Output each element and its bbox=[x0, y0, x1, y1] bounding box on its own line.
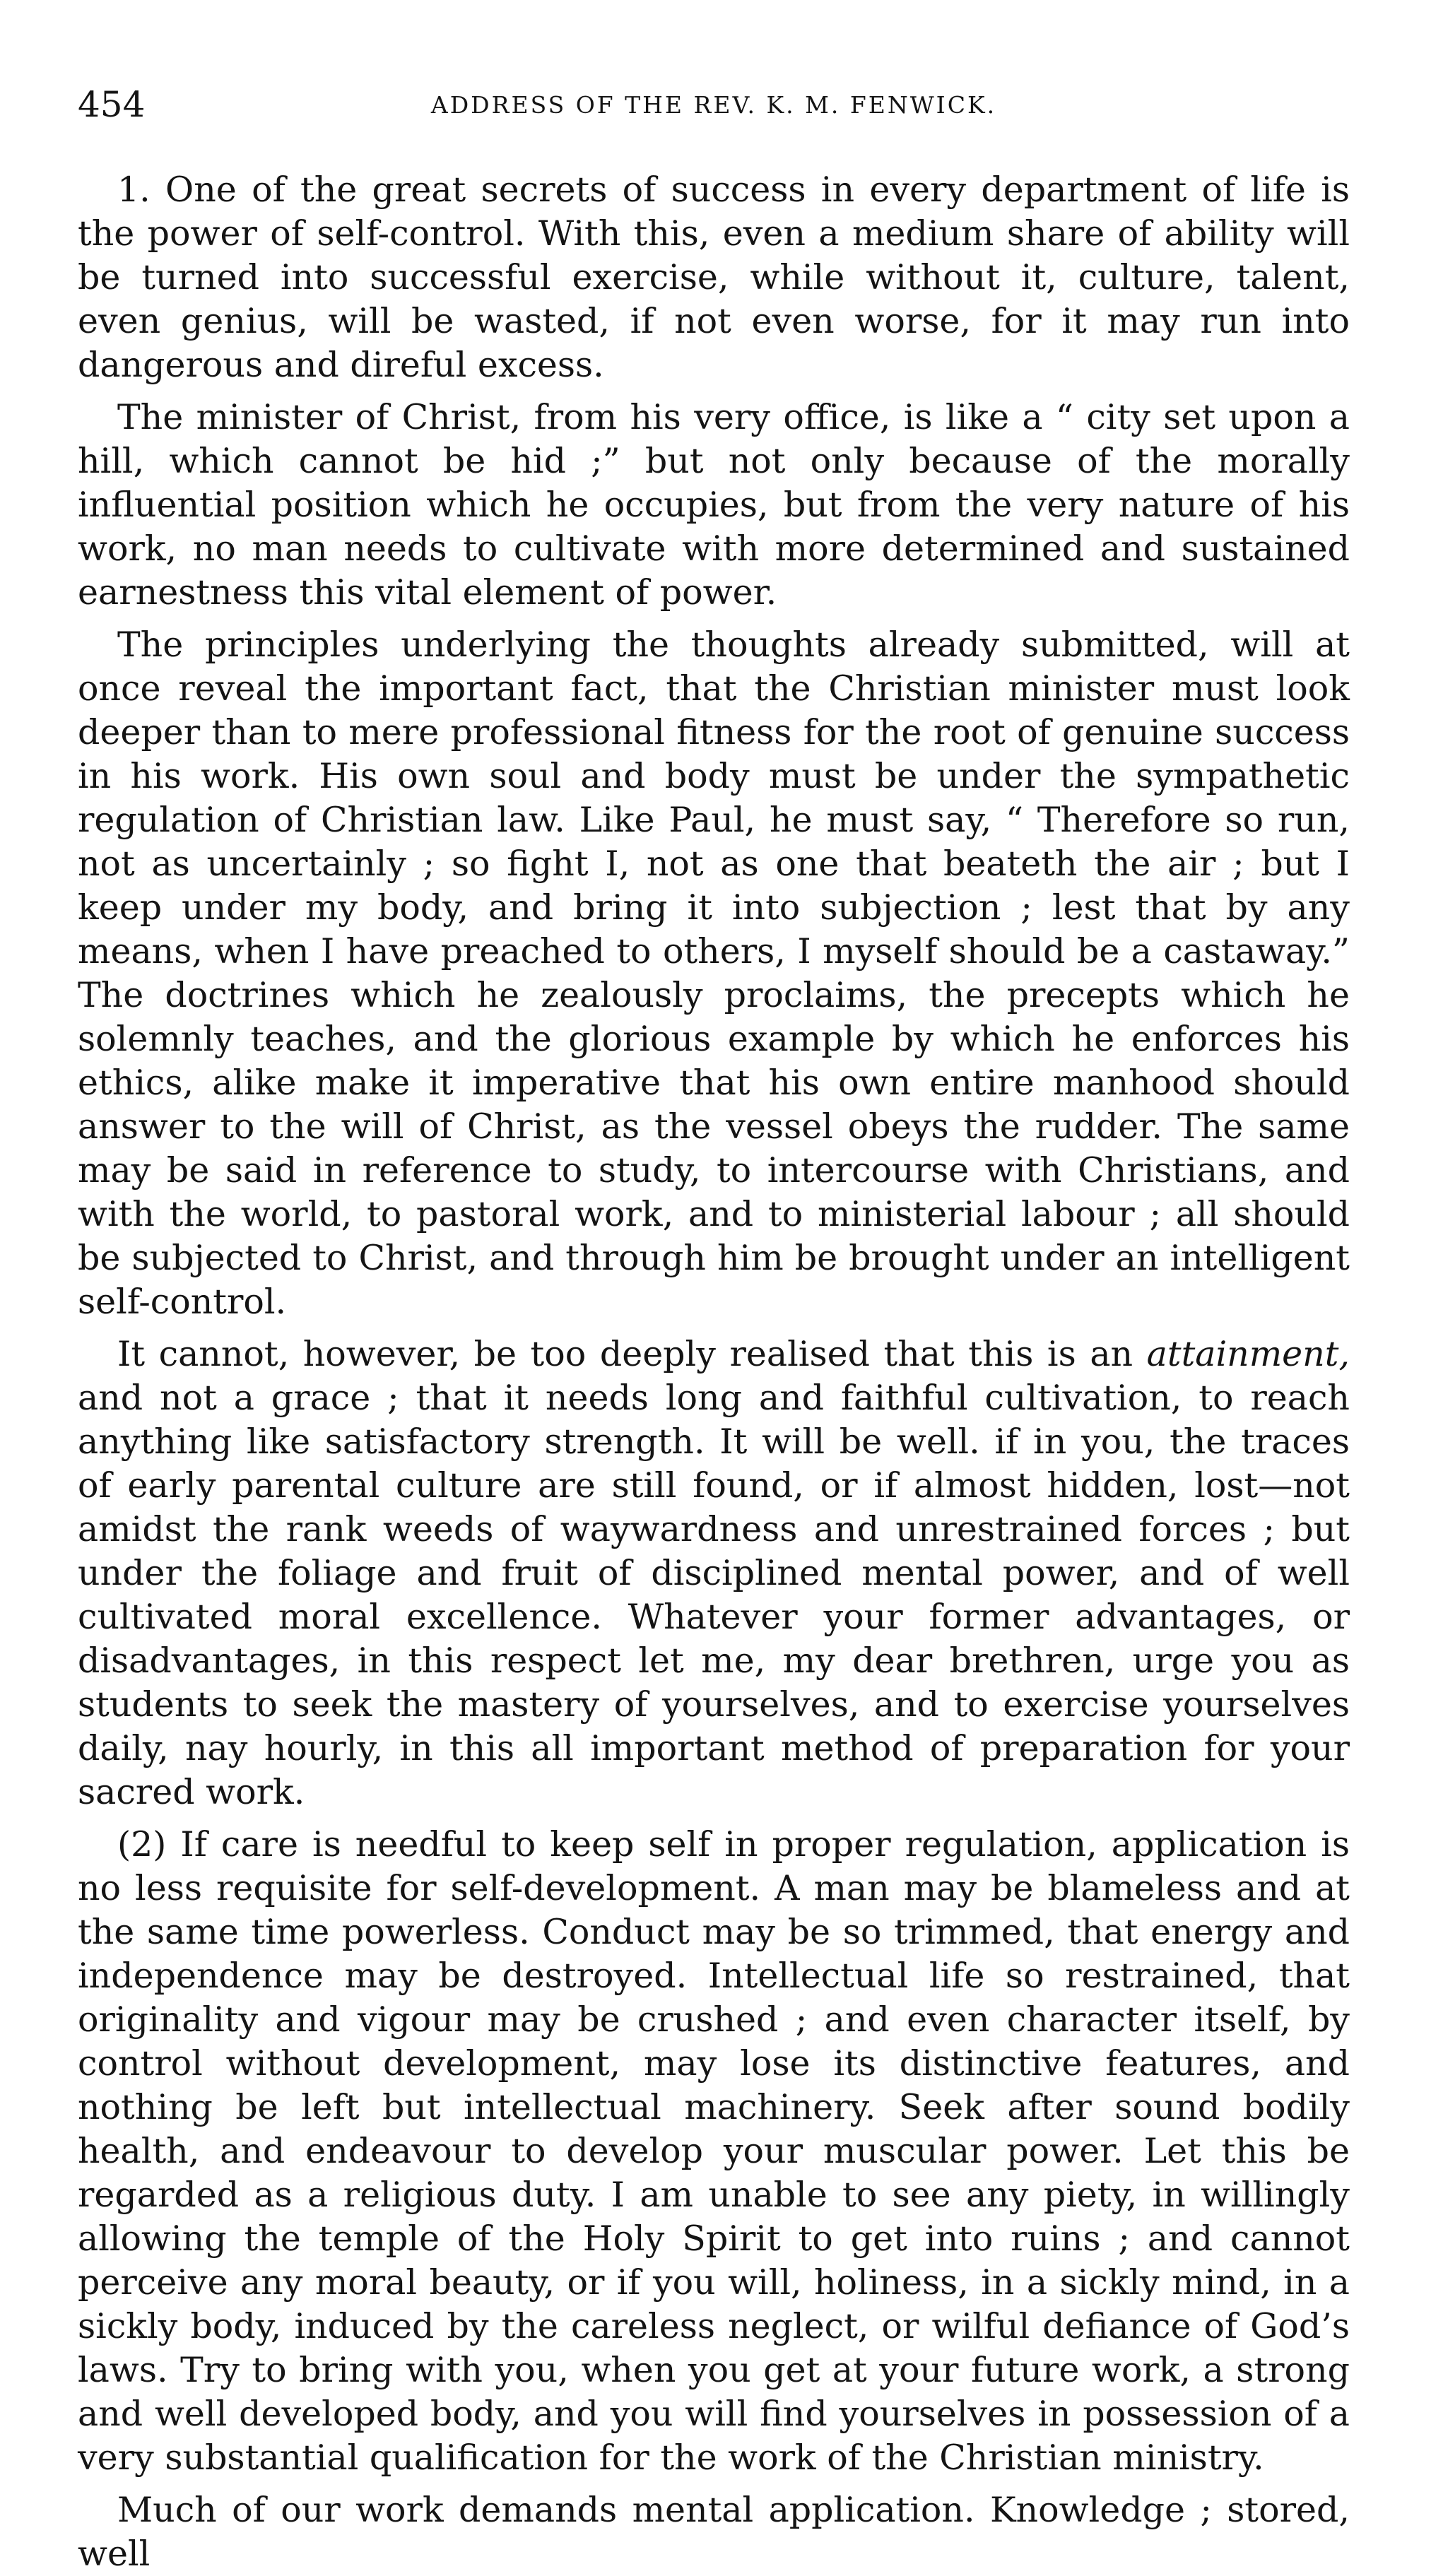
attainment-text-before: It cannot, however, be too deeply realised that this is an bbox=[117, 1334, 1147, 1374]
paragraph-attainment bbox=[78, 1333, 1350, 1814]
paragraph-minister-of-christ: The minister of Christ, from his very office, is like a “ city set upon a hill, which cannot be hid ;” but not only because of the morally influential position which he occupies, but from the very nature of his work, no man needs to cultivate with more determined and sustained earnestness this vital element of power. bbox=[78, 397, 1350, 613]
paragraph-self-development: (2) If care is needful to keep self in proper regulation, application is no less requisite for self-development. A man may be blameless and at the same time powerless. Conduct may be so trimmed, that energy and independence may be destroyed. Intellectual life so restrained, that originality and vigour may be crushed ; and even character itself, by control without development, may lose its distinctive features, and nothing be left but intellectual machinery. Seek after sound bodily health, and endeavour to develop your muscular power. Let this be regarded as a religious duty. I am unable to see any piety, in willingly allowing the temple of the Holy Spirit to get into ruins ; and cannot perceive any moral beauty, or if you will, holiness, in a sickly mind, in a sickly body, induced by the careless neglect, or wilful defiance of God’s laws. Try to bring with you, when you get at your future work, a strong and well developed body, and you will find yourselves in possession of a very substantial qualification for the work of the Christian ministry. bbox=[78, 1824, 1350, 2478]
paragraph-principles: The principles underlying the thoughts already submitted, will at once reveal the important fact, that the Christian minister must look deeper than to mere professional fitness for the root of genuine success in his work. His own soul and body must be under the sympathetic regulation of Christian law. Like Paul, he must say, “ Therefore so run, not as uncertainly ; so fight I, not as one that beateth the air ; but I keep under my body, and bring it into subjection ; lest that by any means, when I have preached to others, I myself should be a castaway.” The doctrines which he zealously proclaims, the precepts which he solemnly teaches, and the glorious example by which he enforces his ethics, alike make it imperative that his own entire manhood should answer to the will of Christ, as the vessel obeys the rudder. The same may be said in reference to study, to intercourse with Christians, and with the world, to pastoral work, and to ministerial labour ; all should be subjected to Christ, and through him be brought under an intelligent self-control. bbox=[78, 625, 1350, 1322]
page-number: 454 bbox=[78, 84, 146, 125]
paragraph-self-control: 1. One of the great secrets of success in every department of life is the power of self-control. With this, even a medium share of ability will be turned into successful exercise, while without it, culture, talent, even genius, will be wasted, if not even worse, for it may run into dangerous and direful excess. bbox=[78, 170, 1350, 385]
running-head bbox=[78, 83, 1350, 133]
running-title: ADDRESS OF THE REV. K. M. FENWICK. bbox=[430, 91, 997, 119]
attainment-text-after: and not a grace ; that it needs long and faithful cultivation, to reach anything like satisfactory strength. It will be well. if in you, the traces of early parental culture are still found, or if almost hidden, lost—not amidst the rank weeds of waywardness and unrestrained forces ; but under the foliage and fruit of disciplined mental power, and of well cultivated moral excellence. Whatever your former advantages, or disadvantages, in this respect let me, my dear brethren, urge you as students to seek the mastery of yourselves, and to exercise yourselves daily, nay hourly, in this all important method of preparation for your sacred work. bbox=[78, 1378, 1350, 1812]
paragraph-mental-application: Much of our work demands mental application. Knowledge ; stored, well bbox=[78, 2490, 1350, 2574]
body-text bbox=[78, 168, 1350, 2576]
attainment-emphasis: attainment, bbox=[1146, 1334, 1350, 1374]
document-page bbox=[78, 83, 1350, 2576]
